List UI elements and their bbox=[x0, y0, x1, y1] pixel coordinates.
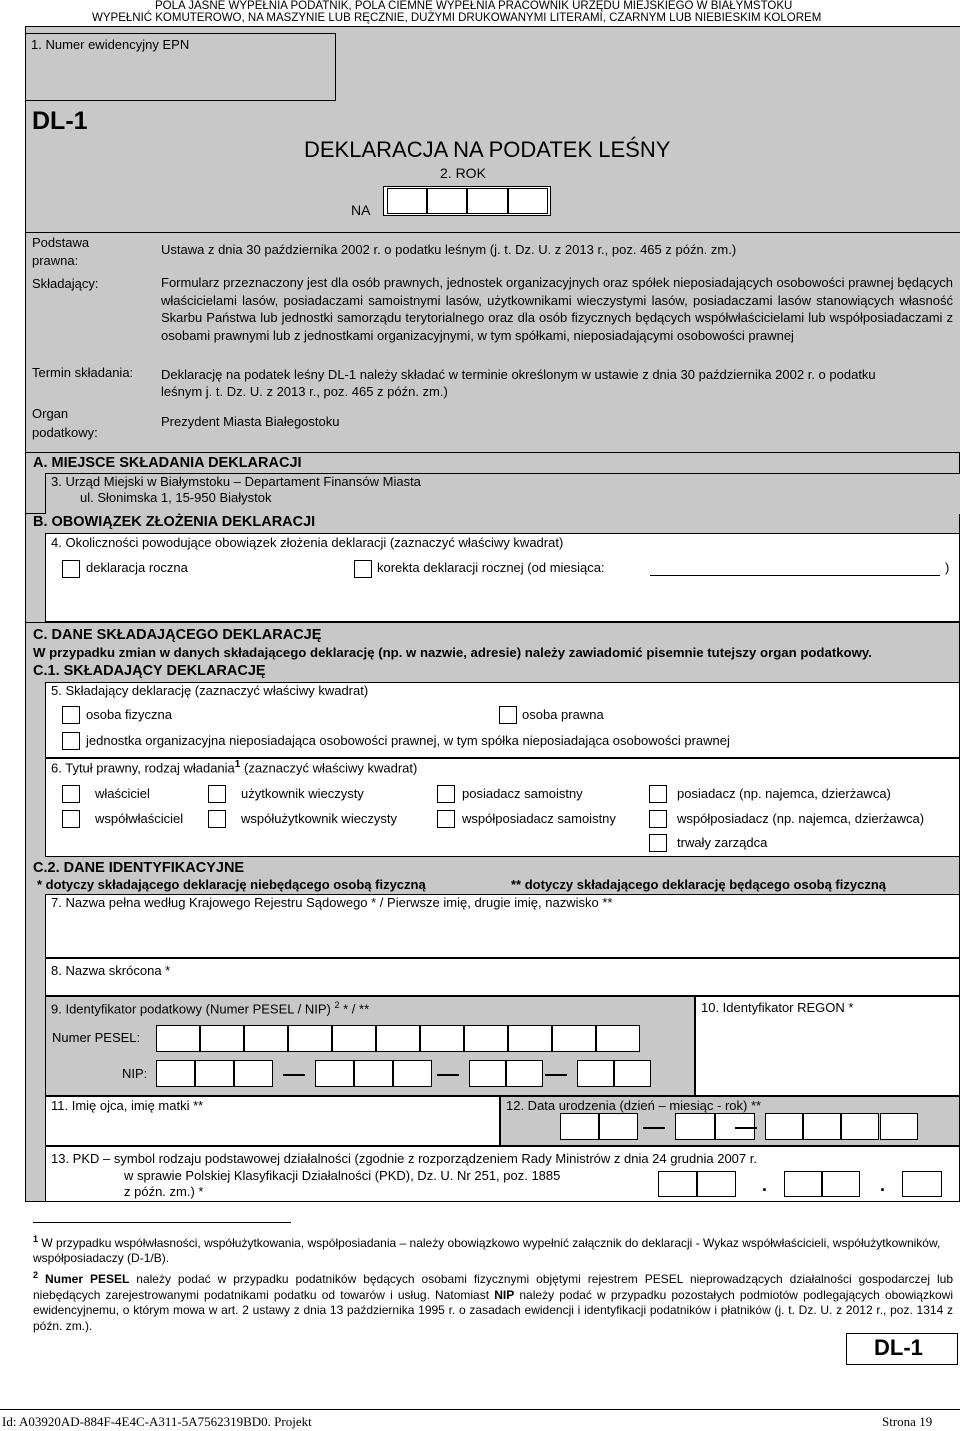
short-name-field[interactable] bbox=[45, 958, 960, 996]
header-line-2: WYPEŁNIĆ KOMUTEROWO, NA MASZYNIE LUB RĘCZNIE, DUŻYMI DRUKOWANYMI LITERAMI, CZARNYM LUB NIEBIESKIM KOLOREM bbox=[92, 12, 822, 24]
pesel-digit-cell[interactable] bbox=[552, 1025, 596, 1052]
footnote-2: $^2$ Numer PESEL należy podać w przypadku podatników będących osobami fizycznymi objętymi rejestrem PESEL nieprowadzących działalności gospodarczej lub niebędących zarejestrowanymi podatnikami podatku od towarów i usług. Natomiast NIP należy podać w przypadku pozostałych podmiotów podlegających obowiązkowi ewidencyjnemu, o którym mowa w art. 2 ustawy z dnia 13 października 1995 r. o zasadach ewidencji i identyfikacji podatników i płatników (j. t. Dz. U. z 2012 r., poz. 1314 z późn. zm.). bbox=[33, 1270, 953, 1333]
q12-label: 12. Data urodzenia (dzień – miesiąc - rok) ** bbox=[506, 1098, 762, 1113]
natural-person-label: osoba fizyczna bbox=[86, 707, 172, 722]
pesel-digit-cell[interactable] bbox=[288, 1025, 332, 1052]
epn-label: 1. Numer ewidencyjny EPN bbox=[31, 37, 190, 52]
possessor-checkbox[interactable] bbox=[649, 785, 667, 803]
co-independent-possessor-checkbox[interactable] bbox=[437, 810, 455, 828]
section-c-note: W przypadku zmian w danych składającego deklarację (np. w nazwie, adresie) należy zawiadomić pisemnie tutejszy organ podatkowy. bbox=[33, 645, 872, 660]
pesel-digit-cell[interactable] bbox=[420, 1025, 464, 1052]
nip-label: NIP: bbox=[122, 1066, 148, 1081]
co-owner-checkbox[interactable] bbox=[62, 810, 80, 828]
organ-value: Prezydent Miasta Białegostoku bbox=[161, 414, 340, 429]
nip-digit-cell[interactable] bbox=[469, 1060, 506, 1087]
date-dash bbox=[735, 1127, 757, 1129]
nip-dash bbox=[437, 1074, 459, 1076]
pesel-digit-cell[interactable] bbox=[464, 1025, 508, 1052]
c2-note-legal: * dotyczy składającego deklarację niebędącego osobą fizyczną bbox=[37, 877, 426, 892]
section-b-title: B. OBOWIĄZEK ZŁOŻENIA DEKLARACJI bbox=[33, 514, 316, 530]
co-perpetual-user-label: współużytkownik wieczysty bbox=[241, 811, 398, 826]
legal-person-label: osoba prawna bbox=[522, 707, 604, 722]
q13-line1: 13. PKD – symbol rodzaju podstawowej działalności (zgodnie z rozporządzeniem Rady Ministrów z dnia 24 grudnia 2007 r. bbox=[51, 1151, 757, 1166]
org-unit-label: jednostka organizacyjna nieposiadająca osobowości prawnej, w tym spółka nieposiadająca osobowości prawnej bbox=[86, 733, 730, 748]
correction-close: ) bbox=[945, 560, 950, 575]
nip-digit-cell[interactable] bbox=[354, 1060, 393, 1087]
nip-digit-cell[interactable] bbox=[315, 1060, 354, 1087]
annual-label: deklaracja roczna bbox=[86, 560, 188, 575]
year-digit[interactable] bbox=[467, 188, 508, 214]
pkd-dot: . bbox=[880, 1175, 886, 1195]
c1-title: C.1. SKŁADAJĄCY DEKLARACJĘ bbox=[33, 663, 266, 679]
termin-label: Termin składania: bbox=[32, 365, 134, 380]
footer-code: DL-1 bbox=[874, 1335, 923, 1360]
rok-label: 2. ROK bbox=[440, 165, 486, 181]
nip-digit-cell[interactable] bbox=[506, 1060, 543, 1087]
pesel-digit-cell[interactable] bbox=[244, 1025, 288, 1052]
permanent-manager-label: trwały zarządca bbox=[677, 835, 768, 850]
pesel-digit-cell[interactable] bbox=[596, 1025, 640, 1052]
perpetual-user-label: użytkownik wieczysty bbox=[241, 786, 364, 801]
page-number: Strona 19 bbox=[882, 1414, 933, 1429]
pesel-digit-cell[interactable] bbox=[508, 1025, 552, 1052]
date-dash bbox=[643, 1127, 665, 1129]
nip-digit-cell[interactable] bbox=[393, 1060, 432, 1087]
correction-checkbox[interactable] bbox=[354, 560, 372, 578]
skladajacy-value: Formularz przeznaczony jest dla osób prawnych, jednostek organizacyjnych oraz spółek nieposiadających osobowości prawnej będących właścicielami lasów, posiadaczami samoistnymi lasów, użytkownikami wieczystymi lasów, posiadaczami lasów stanowiących własność Skarbu Państwa lub jednostki samorządu terytorialnego oraz dla osób fizycznych będących współwłaścicielami lub współposiadaczami z osobami prawnymi lub z jednostkami organizacyjnymi, w tym spółkami, nieposiadającymi osobowości prawnej bbox=[161, 275, 953, 343]
independent-possessor-label: posiadacz samoistny bbox=[462, 786, 583, 801]
pesel-digit-cell[interactable] bbox=[332, 1025, 376, 1052]
q4-label: 4. Okoliczności powodujące obowiązek złożenia deklaracji (zaznaczyć właściwy kwadrat) bbox=[51, 535, 564, 550]
annual-checkbox[interactable] bbox=[62, 560, 80, 578]
nip-dash bbox=[545, 1074, 567, 1076]
nip-digit-cell[interactable] bbox=[156, 1060, 195, 1087]
q10-label: 10. Identyfikator REGON * bbox=[701, 1000, 854, 1015]
correction-month-field[interactable] bbox=[650, 575, 940, 576]
nip-dash bbox=[283, 1074, 305, 1076]
footnote-1: $^1$ W przypadku współwłasności, współużytkowania, współposiadania – należy obowiązkowo wypełnić załącznik do deklaracji - Wykaz współwłaścicieli, współużytkowników, współposiadaczy (D-1/B). bbox=[33, 1234, 941, 1265]
footer-divider bbox=[0, 1409, 960, 1410]
year-digit[interactable] bbox=[387, 188, 427, 214]
c2-note-natural: ** dotyczy składającego deklarację będącego osobą fizyczną bbox=[511, 877, 886, 892]
org-unit-checkbox[interactable] bbox=[62, 732, 80, 750]
year-digit[interactable] bbox=[427, 188, 467, 214]
pesel-label: Numer PESEL: bbox=[52, 1030, 141, 1045]
pkd-digit-cell[interactable] bbox=[697, 1171, 736, 1197]
date-digit-cell[interactable] bbox=[841, 1113, 879, 1140]
owner-label: właściciel bbox=[95, 786, 150, 801]
office-address: ul. Słonimska 1, 15-950 Białystok bbox=[80, 490, 272, 505]
natural-person-checkbox[interactable] bbox=[62, 706, 80, 724]
q13-line2: w sprawie Polskiej Klasyfikacji Działalności (PKD), Dz. U. Nr 251, poz. 1885 bbox=[124, 1168, 561, 1183]
date-digit-cell[interactable] bbox=[765, 1113, 803, 1140]
independent-possessor-checkbox[interactable] bbox=[437, 785, 455, 803]
nip-digit-cell[interactable] bbox=[195, 1060, 234, 1087]
q5-label: 5. Składający deklarację (zaznaczyć właściwy kwadrat) bbox=[51, 683, 369, 698]
pesel-digit-cell[interactable] bbox=[200, 1025, 244, 1052]
pkd-dot: . bbox=[762, 1175, 768, 1195]
organ-label: Organ podatkowy: bbox=[32, 406, 98, 440]
co-owner-label: współwłaściciel bbox=[95, 811, 184, 826]
footnote-divider bbox=[33, 1222, 291, 1223]
co-possessor-checkbox[interactable] bbox=[649, 810, 667, 828]
pkd-digit-cell[interactable] bbox=[784, 1171, 822, 1197]
q9-label: 9. Identyfikator podatkowy (Numer PESEL / NIP) $^2$ * / ** bbox=[51, 1000, 370, 1017]
date-digit-cell[interactable] bbox=[560, 1113, 599, 1140]
q11-label: 11. Imię ojca, imię matki ** bbox=[51, 1098, 204, 1113]
date-digit-cell[interactable] bbox=[599, 1113, 638, 1140]
pkd-digit-cell[interactable] bbox=[822, 1171, 860, 1197]
co-independent-possessor-label: współposiadacz samoistny bbox=[462, 811, 616, 826]
form-code: DL-1 bbox=[32, 107, 88, 135]
section-c-title: C. DANE SKŁADAJĄCEGO DEKLARACJĘ bbox=[33, 627, 322, 643]
c2-title: C.2. DANE IDENTYFIKACYJNE bbox=[33, 860, 245, 876]
co-possessor-label: współposiadacz (np. najemca, dzierżawca) bbox=[677, 811, 925, 826]
termin-value: Deklarację na podatek leśny DL-1 należy składać w terminie określonym w ustawie z dnia 30 października 2002 r. o podatku leśnym j. t. Dz. U. z 2013 r., poz. 465 z późn. zm.) bbox=[161, 367, 876, 399]
pkd-digit-cell[interactable] bbox=[658, 1171, 697, 1197]
nip-digit-cell[interactable] bbox=[577, 1060, 614, 1087]
na-label: NA bbox=[351, 202, 371, 218]
co-perpetual-user-checkbox[interactable] bbox=[208, 810, 226, 828]
q8-label: 8. Nazwa skrócona * bbox=[51, 963, 171, 978]
permanent-manager-checkbox[interactable] bbox=[649, 834, 667, 852]
q6-label: 6. Tytuł prawny, rodzaj władania$^1$ (zaznaczyć właściwy kwadrat) bbox=[51, 759, 418, 776]
year-digit[interactable] bbox=[508, 188, 548, 214]
section-a-title: A. MIEJSCE SKŁADANIA DEKLARACJI bbox=[33, 455, 302, 471]
page-title: DEKLARACJA NA PODATEK LEŚNY bbox=[304, 137, 671, 162]
nip-digit-cell[interactable] bbox=[234, 1060, 273, 1087]
legal-person-checkbox[interactable] bbox=[499, 706, 517, 724]
date-digit-cell[interactable] bbox=[675, 1113, 715, 1140]
header-line-1: POLA JASNE WYPEŁNIA PODATNIK, POLA CIEMNE WYPEŁNIA PRACOWNIK URZĘDU MIEJSKIEGO W BIAŁYMSTOKU bbox=[155, 0, 793, 12]
q7-label: 7. Nazwa pełna według Krajowego Rejestru Sądowego * / Pierwsze imię, drugie imię, nazwisko ** bbox=[51, 895, 613, 910]
nip-digit-cell[interactable] bbox=[614, 1060, 651, 1087]
date-digit-cell[interactable] bbox=[803, 1113, 841, 1140]
date-digit-cell[interactable] bbox=[880, 1113, 918, 1140]
pkd-digit-cell[interactable] bbox=[902, 1171, 942, 1197]
pesel-digit-cell[interactable] bbox=[376, 1025, 420, 1052]
office-name: 3. Urząd Miejski w Białymstoku – Departament Finansów Miasta bbox=[51, 474, 421, 489]
correction-label: korekta deklaracji rocznej (od miesiąca: bbox=[377, 560, 605, 575]
perpetual-user-checkbox[interactable] bbox=[208, 785, 226, 803]
possessor-label: posiadacz (np. najemca, dzierżawca) bbox=[677, 786, 891, 801]
document-id: Id: A03920AD-884F-4E4C-A311-5A7562319BD0. Projekt bbox=[2, 1414, 312, 1429]
skladajacy-label: Składający: bbox=[32, 276, 99, 291]
owner-checkbox[interactable] bbox=[62, 785, 80, 803]
q13-line3: z późn. zm.) * bbox=[124, 1184, 204, 1199]
podstawa-label: Podstawa prawna: bbox=[32, 235, 90, 268]
podstawa-value: Ustawa z dnia 30 października 2002 r. o podatku leśnym (j. t. Dz. U. z 2013 r., poz. 465 z późn. zm.) bbox=[161, 242, 737, 257]
pesel-digit-cell[interactable] bbox=[156, 1025, 200, 1052]
